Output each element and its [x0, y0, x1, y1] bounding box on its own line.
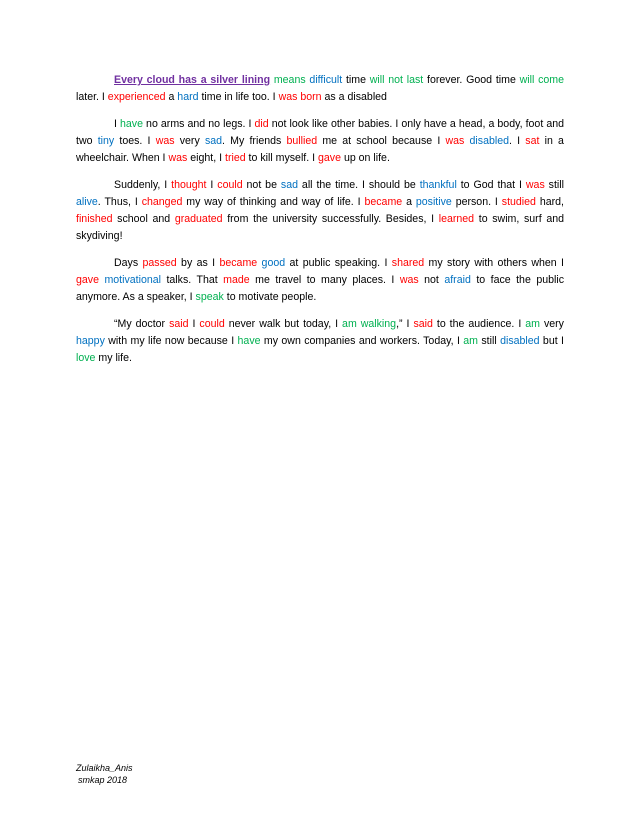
text-run: eight, I	[187, 152, 225, 164]
highlighted-word: was	[399, 274, 419, 286]
text-run: as a disabled	[321, 91, 387, 103]
text-run: Suddenly, I	[114, 179, 172, 191]
text-run: never walk but today, I	[224, 318, 343, 330]
highlighted-word: happy	[76, 335, 105, 347]
text-run: school and	[112, 213, 175, 225]
highlighted-word: said	[169, 318, 189, 330]
text-run: a	[402, 196, 416, 208]
text-run: to God that I	[456, 179, 526, 191]
text-run: me at school because I	[317, 135, 446, 147]
highlighted-word: became	[219, 257, 258, 269]
highlighted-word: am	[463, 335, 478, 347]
text-run: time in life too. I	[198, 91, 279, 103]
paragraph	[76, 316, 564, 367]
text-run: . I	[509, 135, 526, 147]
author-footer	[76, 762, 133, 786]
highlighted-word: passed	[142, 257, 177, 269]
text-run: my life.	[95, 352, 132, 364]
highlighted-word: positive	[415, 196, 452, 208]
highlighted-word: gave	[76, 274, 99, 286]
text-run: up on life.	[341, 152, 390, 164]
paragraph	[76, 177, 564, 245]
highlighted-word: sad	[280, 179, 298, 191]
highlighted-word: means	[273, 74, 306, 86]
highlighted-word: was	[445, 135, 465, 147]
text-run: all the time. I should be	[298, 179, 420, 191]
text-run: I	[188, 318, 200, 330]
highlighted-word: love	[76, 352, 96, 364]
text-run: talks. That	[161, 274, 224, 286]
highlighted-word: was	[525, 179, 545, 191]
highlighted-word: was	[168, 152, 188, 164]
text-run: my way of thinking and way of life. I	[182, 196, 365, 208]
text-run: very	[174, 135, 205, 147]
footer-author: Zulaikha_Anis	[76, 763, 133, 773]
text-run: to kill myself. I	[245, 152, 319, 164]
text-run: not	[418, 274, 445, 286]
text-run: in a wheelchair. When I	[76, 135, 564, 164]
highlighted-word: alive	[76, 196, 98, 208]
highlighted-word: did	[254, 118, 269, 130]
text-run: to face the public anymore. As a speaker, I	[76, 274, 564, 303]
text-run: . Thus, I	[97, 196, 142, 208]
text-run: but I	[539, 335, 564, 347]
highlighted-word: was born	[278, 91, 322, 103]
highlighted-word: thankful	[419, 179, 457, 191]
essay-body	[76, 72, 564, 377]
highlighted-word: disabled	[500, 335, 540, 347]
highlighted-word: will come	[519, 74, 564, 86]
text-run: a	[165, 91, 178, 103]
highlighted-word: good	[261, 257, 286, 269]
highlighted-word: studied	[501, 196, 536, 208]
text-run: with my life now because I	[104, 335, 238, 347]
highlighted-word: motivational	[104, 274, 161, 286]
highlighted-word: bullied	[286, 135, 318, 147]
highlighted-word: gave	[318, 152, 341, 164]
highlighted-word: tried	[225, 152, 246, 164]
highlighted-word: could	[217, 179, 243, 191]
highlighted-word: hard	[177, 91, 199, 103]
highlighted-word: afraid	[444, 274, 471, 286]
highlighted-word: am	[525, 318, 540, 330]
title-phrase: Every cloud has a silver lining	[114, 74, 271, 86]
text-run: later. I	[76, 91, 108, 103]
text-run: . My friends	[222, 135, 287, 147]
text-run: very	[539, 318, 564, 330]
highlighted-word: will not last	[369, 74, 424, 86]
text-run: not look like other babies. I only have a head, a body, foot and two	[76, 118, 564, 147]
highlighted-word: speak	[195, 291, 224, 303]
footer-school-year: smkap 2018	[78, 775, 128, 785]
highlighted-word: changed	[141, 196, 183, 208]
text-run: time	[342, 74, 370, 86]
text-run: ,” I	[396, 318, 414, 330]
text-run: person. I	[451, 196, 502, 208]
text-run: to motivate people.	[223, 291, 317, 303]
highlighted-word: sad	[204, 135, 223, 147]
text-run: me travel to many places. I	[249, 274, 400, 286]
text-run: to the audience. I	[432, 318, 526, 330]
text-run: still	[544, 179, 564, 191]
text-run: my own companies and workers. Today, I	[260, 335, 464, 347]
highlighted-word: thought	[171, 179, 207, 191]
text-run: to swim, surf and skydiving!	[76, 213, 564, 242]
text-run: not be	[242, 179, 281, 191]
text-run: I	[114, 118, 121, 130]
text-run: hard,	[535, 196, 565, 208]
highlighted-word: was	[155, 135, 175, 147]
paragraph	[76, 116, 564, 167]
text-run: forever. Good time	[423, 74, 520, 86]
highlighted-word: tiny	[97, 135, 115, 147]
highlighted-word: became	[364, 196, 403, 208]
highlighted-word: sat	[525, 135, 540, 147]
text-run: still	[478, 335, 501, 347]
highlighted-word: have	[237, 335, 261, 347]
highlighted-word: finished	[76, 213, 113, 225]
text-run: Days	[114, 257, 143, 269]
highlighted-word: graduated	[174, 213, 223, 225]
highlighted-word: difficult	[309, 74, 343, 86]
text-run: at public speaking. I	[285, 257, 392, 269]
text-run: my story with others when I	[424, 257, 564, 269]
highlighted-word: shared	[391, 257, 425, 269]
text-run: toes. I	[114, 135, 156, 147]
highlighted-word: experienced	[107, 91, 166, 103]
text-run: “My doctor	[114, 318, 170, 330]
highlighted-word: said	[413, 318, 433, 330]
paragraph	[76, 255, 564, 306]
highlighted-word: am walking	[342, 318, 397, 330]
text-run: I	[206, 179, 218, 191]
paragraph	[76, 72, 564, 106]
highlighted-word: disabled	[469, 135, 509, 147]
text-run: from the university successfully. Besides, I	[222, 213, 439, 225]
text-run: by as I	[176, 257, 220, 269]
text-run: no arms and no legs. I	[143, 118, 255, 130]
highlighted-word: have	[120, 118, 143, 130]
highlighted-word: made	[223, 274, 250, 286]
highlighted-word: learned	[438, 213, 475, 225]
highlighted-word: could	[199, 318, 225, 330]
